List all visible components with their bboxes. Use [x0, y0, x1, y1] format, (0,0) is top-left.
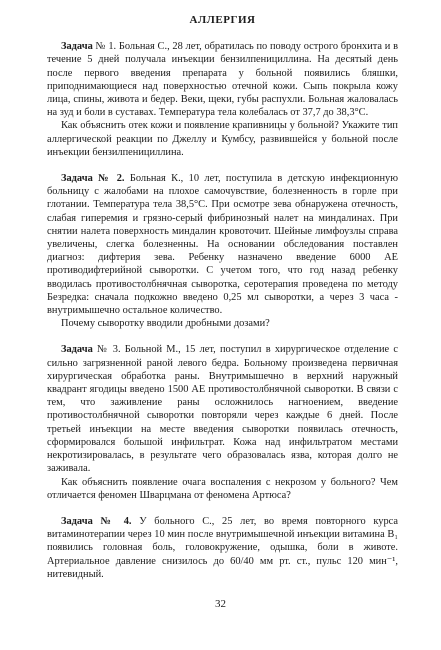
task-1-body: Больная С., 28 лет, обратилась по поводу острого бронхита и в течение 5 дней получала инъекции бензилпенициллина. На десятый день после первого введения препарата у больной появились бляшки, приподнимающиеся над поверхностью отечной кожи. Сыпь покрыла кожу лица, спины, живота и бедер. Веки, щеки, губы распухли. Больная жаловалась на зуд и боли в суставах. Температура тела колебалась от 37,7 до 38,3°С.: [47, 41, 398, 119]
task-3-heading: Задача: [61, 344, 93, 356]
task-3-question: Как объяснить появление очага воспаления с некрозом у больного? Чем отличается феномен Шварцмана от феномена Артюса?: [47, 476, 398, 501]
task-1-question: Как объяснить отек кожи и появление крапивницы у больной? Укажите тип аллергической реакции по Джеллу и Кумбсу, развившейся у больной после инъекции бензилпенициллина.: [47, 120, 398, 158]
task-2-heading: Задача: [61, 173, 93, 185]
task-4-number: № 4.: [92, 515, 132, 527]
task-2: [47, 172, 398, 330]
task-3: [47, 343, 398, 501]
task-3-text: [47, 343, 398, 475]
task-3-number: № 3.: [92, 344, 121, 356]
task-3-body: Больной М., 15 лет, поступил в хирургическое отделение с сильно загрязненной раной левого бедра. Больному произведена первичная хирургическая обработка раны. Внутримышечно в верхний наружный квадрант ягодицы введено 1500 АЕ противостолбнячной сыворотки. В связи с тем, что заживление раны осложнилось нагноением, введение противостолбнячной сыворотки повторяли через каждые 6 дней. После третьей инъекции на месте введения сыворотки появилась отечность, сформировался большой инфильтрат. Кожа над инфильтратом местами некротизировалась, в результате чего образовалась язва, которая долго не заживала.: [47, 344, 398, 475]
divider-gap: [47, 159, 398, 172]
task-4: [47, 515, 398, 581]
task-2-body: Больная К., 10 лет, поступила в детскую инфекционную больницу с жалобами на плохое самочувствие, болезненность в горле при глотании. Температура тела 38,5°С. При осмотре зева обнаружена отечность, слабая гиперемия и грязно-серый фибринозный налет на миндалинах. При снятии налета поверхность миндалин кровоточит. Шейные лимфоузлы справа увеличены, слегка болезненны. На основании обследования поставлен диагноз: дифтерия зева. Ребенку назначено введение 6000 АЕ противодифтерийной сыворотки. С учетом того, что год назад ребенку вводилась противостолбнячная сыворотка, серотерапия проведена по методу Безредка: сначала подкожно введено 0,25 мл сыворотки, а через 3 часа - внутримышечно остальное количество.: [47, 173, 398, 317]
task-1-number: № 1.: [92, 41, 117, 53]
page-title: АЛЛЕРГИЯ: [189, 14, 256, 26]
divider-gap: [47, 502, 398, 515]
task-1: [47, 40, 398, 159]
task-2-number: № 2.: [92, 173, 125, 185]
task-2-question: Почему сыворотку вводили дробными дозами?: [61, 318, 270, 330]
page-number: 32: [215, 598, 226, 610]
task-1-text: [47, 40, 398, 119]
task-4-heading: Задача: [61, 515, 93, 527]
task-2-text: [47, 172, 398, 317]
task-1-heading: Задача: [61, 41, 93, 53]
task-4-body: У больного С., 25 лет, во время повторного курса витаминотерапии через 10 мин после внутримышечной инъекции витамина В₁ появились головная боль, головокружение, одышка, боли в животе. Артериальное давление снизилось до 60/40 мм рт. ст., пульс 120 мин⁻¹, нитевидный.: [47, 515, 398, 580]
divider-gap: [47, 330, 398, 343]
task-4-text: [47, 515, 398, 581]
